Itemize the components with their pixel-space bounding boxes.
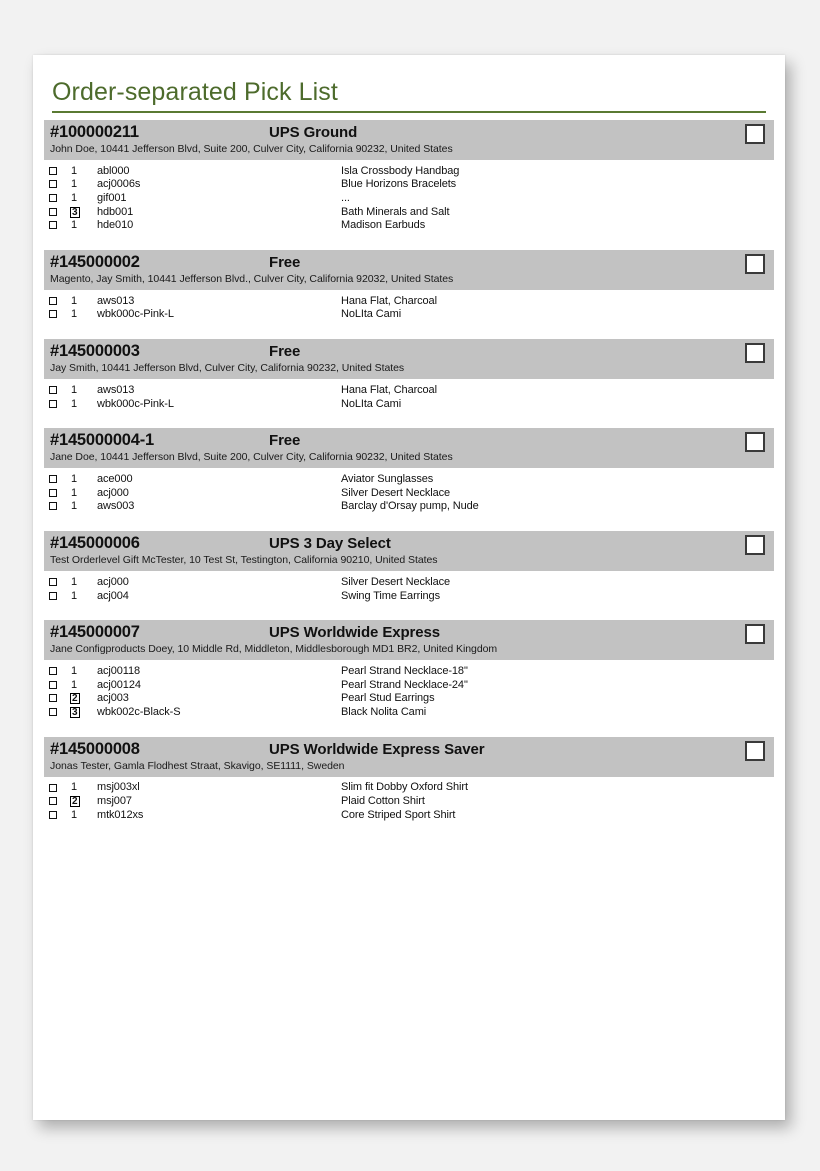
- item-quantity: [70, 576, 97, 588]
- item-checkbox-cell: [44, 308, 70, 320]
- order-block: [44, 620, 774, 718]
- order-header-row: [44, 339, 774, 361]
- item-row: [44, 500, 774, 514]
- item-picked-checkbox[interactable]: [49, 797, 57, 805]
- item-picked-checkbox[interactable]: [49, 578, 57, 586]
- item-product-name: Barclay d'Orsay pump, Nude: [341, 500, 479, 513]
- item-picked-checkbox[interactable]: [49, 386, 57, 394]
- shipping-address: Jay Smith, 10441 Jefferson Blvd, Culver City, California 90232, United States: [50, 362, 405, 375]
- item-product-name: Aviator Sunglasses: [341, 473, 434, 486]
- order-complete-checkbox[interactable]: [745, 624, 765, 644]
- item-picked-checkbox[interactable]: [49, 667, 57, 675]
- item-row: [44, 781, 774, 795]
- order-complete-checkbox[interactable]: [745, 535, 765, 555]
- order-number: #145000003: [50, 342, 140, 361]
- item-picked-checkbox[interactable]: [49, 502, 57, 510]
- item-picked-checkbox[interactable]: [49, 708, 57, 716]
- item-checkbox-cell: [44, 665, 70, 677]
- order-block: [44, 339, 774, 410]
- item-product-name: Core Striped Sport Shirt: [341, 808, 456, 821]
- order-header-row: [44, 428, 774, 450]
- item-checkbox-cell: [44, 473, 70, 485]
- order-number: #100000211: [50, 123, 139, 141]
- item-quantity-value: 1: [71, 383, 78, 396]
- item-quantity: [70, 295, 97, 307]
- item-sku: wbk002c-Black-S: [97, 705, 181, 718]
- item-checkbox-cell: [44, 795, 70, 807]
- shipping-method: UPS Ground: [269, 124, 358, 141]
- order-header-row: [44, 250, 774, 272]
- item-checkbox-cell: [44, 206, 70, 218]
- item-row: [44, 692, 774, 706]
- item-quantity-value: 1: [71, 294, 78, 307]
- shipping-address: John Doe, 10441 Jefferson Blvd, Suite 200, Culver City, California 90232, United States: [50, 143, 453, 155]
- item-sku: abl000: [97, 164, 130, 177]
- order-number: #145000007: [50, 623, 140, 642]
- order-items: [44, 160, 774, 232]
- item-product-name: Silver Desert Necklace: [341, 486, 451, 499]
- item-checkbox-cell: [44, 384, 70, 396]
- item-sku: msj007: [97, 795, 132, 808]
- order-complete-checkbox[interactable]: [745, 741, 765, 761]
- item-checkbox-cell: [44, 192, 70, 204]
- item-quantity: [70, 500, 97, 512]
- shipping-method: UPS Worldwide Express: [269, 624, 441, 642]
- item-quantity: [70, 398, 97, 410]
- item-row: [44, 383, 774, 397]
- item-checkbox-cell: [44, 500, 70, 512]
- item-checkbox-cell: [44, 165, 70, 177]
- item-picked-checkbox[interactable]: [49, 592, 57, 600]
- item-sku: acj00118: [97, 665, 141, 678]
- item-quantity: [70, 590, 97, 602]
- item-picked-checkbox[interactable]: [49, 681, 57, 689]
- item-sku: aws013: [97, 294, 135, 307]
- item-product-name: NoLIta Cami: [341, 308, 402, 321]
- item-quantity: [70, 781, 97, 793]
- item-quantity: [70, 487, 97, 499]
- item-checkbox-cell: [44, 590, 70, 602]
- item-checkbox-cell: [44, 487, 70, 499]
- item-row: [44, 589, 774, 603]
- item-product-name: Isla Crossbody Handbag: [341, 164, 460, 177]
- item-quantity: [70, 679, 97, 691]
- order-header: [44, 339, 774, 379]
- order-items: [44, 290, 774, 321]
- item-picked-checkbox[interactable]: [49, 297, 57, 305]
- order-complete-checkbox[interactable]: [745, 254, 765, 274]
- item-quantity: [70, 192, 97, 204]
- item-sku: aws013: [97, 383, 135, 396]
- item-row: [44, 308, 774, 322]
- order-block: [44, 737, 774, 822]
- item-quantity-value: 1: [71, 665, 78, 678]
- item-checkbox-cell: [44, 706, 70, 718]
- item-checkbox-cell: [44, 576, 70, 588]
- item-quantity-value: 1: [71, 808, 78, 821]
- item-quantity-value: 1: [71, 473, 78, 486]
- shipping-method: UPS 3 Day Select: [269, 535, 391, 553]
- item-picked-checkbox[interactable]: [49, 489, 57, 497]
- item-checkbox-cell: [44, 398, 70, 410]
- order-block: [44, 250, 774, 321]
- order-items: [44, 468, 774, 513]
- order-list: [44, 120, 774, 839]
- item-picked-checkbox[interactable]: [49, 208, 57, 216]
- item-row: [44, 794, 774, 808]
- order-complete-checkbox[interactable]: [745, 124, 765, 144]
- shipping-address: Jonas Tester, Gamla Flodhest Straat, Skavigo, SE1111, Sweden: [50, 759, 345, 772]
- item-row: [44, 486, 774, 500]
- shipping-address: Test Orderlevel Gift McTester, 10 Test St, Testington, California 90210, United States: [50, 554, 438, 567]
- item-quantity: [70, 692, 97, 704]
- item-sku: ace000: [97, 473, 133, 486]
- item-quantity: [70, 665, 97, 677]
- item-sku: wbk000c-Pink-L: [97, 397, 174, 410]
- order-block: [44, 120, 774, 232]
- item-quantity-value: 1: [71, 500, 78, 513]
- item-product-name: Pearl Strand Necklace-24": [341, 678, 468, 691]
- item-product-name: Hana Flat, Charcoal: [341, 294, 437, 307]
- title-divider: [52, 111, 766, 113]
- item-sku: acj003: [97, 692, 129, 705]
- shipping-method: Free: [269, 343, 301, 361]
- item-product-name: Plaid Cotton Shirt: [341, 795, 425, 808]
- order-block: [44, 428, 774, 513]
- item-row: [44, 205, 774, 219]
- item-checkbox-cell: [44, 692, 70, 704]
- item-picked-checkbox[interactable]: [49, 400, 57, 408]
- item-picked-checkbox[interactable]: [49, 194, 57, 202]
- item-picked-checkbox[interactable]: [49, 310, 57, 318]
- item-row: [44, 218, 774, 232]
- item-quantity-value: 1: [71, 486, 78, 499]
- item-checkbox-cell: [44, 178, 70, 190]
- item-checkbox-cell: [44, 809, 70, 821]
- item-quantity-value: 1: [71, 589, 78, 602]
- order-header: [44, 531, 774, 571]
- item-picked-checkbox[interactable]: [49, 784, 57, 792]
- item-quantity: [70, 178, 97, 190]
- item-checkbox-cell: [44, 781, 70, 793]
- item-product-name: Swing Time Earrings: [341, 589, 440, 602]
- item-quantity-value: 1: [71, 191, 78, 204]
- order-block: [44, 531, 774, 602]
- order-header: [44, 428, 774, 468]
- order-items: [44, 777, 774, 822]
- item-sku: msj003xl: [97, 781, 140, 794]
- item-sku: acj000: [97, 486, 129, 499]
- item-product-name: Hana Flat, Charcoal: [341, 383, 437, 396]
- item-picked-checkbox[interactable]: [49, 180, 57, 188]
- order-header-row: [44, 737, 774, 759]
- item-picked-checkbox[interactable]: [49, 811, 57, 819]
- item-quantity-value: 1: [71, 219, 78, 232]
- item-sku: acj00124: [97, 678, 141, 691]
- shipping-method: Free: [269, 432, 301, 450]
- order-header-row: [44, 531, 774, 553]
- item-sku: aws003: [97, 500, 135, 513]
- item-quantity-value: 1: [71, 308, 78, 321]
- item-picked-checkbox[interactable]: [49, 221, 57, 229]
- item-quantity: [70, 165, 97, 177]
- item-checkbox-cell: [44, 679, 70, 691]
- item-product-name: Slim fit Dobby Oxford Shirt: [341, 781, 468, 794]
- item-row: [44, 472, 774, 486]
- page-title-area: [52, 77, 766, 113]
- item-sku: acj0006s: [97, 178, 141, 191]
- item-row: [44, 178, 774, 192]
- item-sku: acj004: [97, 589, 129, 602]
- item-quantity: [70, 473, 97, 485]
- shipping-method: Free: [269, 253, 301, 271]
- item-product-name: ...: [341, 191, 350, 204]
- item-quantity: [70, 308, 97, 320]
- item-quantity-value: 1: [71, 575, 78, 588]
- item-sku: gif001: [97, 191, 127, 204]
- item-quantity: [70, 809, 97, 821]
- item-row: [44, 164, 774, 178]
- item-quantity-value: 1: [71, 164, 78, 177]
- order-header: [44, 737, 774, 777]
- order-header-row: [44, 620, 774, 642]
- order-header-row: [44, 120, 774, 142]
- item-quantity-value: 1: [71, 678, 78, 691]
- item-checkbox-cell: [44, 219, 70, 231]
- order-header: [44, 120, 774, 160]
- item-product-name: Silver Desert Necklace: [341, 575, 451, 588]
- item-product-name: Pearl Stud Earrings: [341, 692, 435, 705]
- item-row: [44, 575, 774, 589]
- item-quantity-value: 1: [71, 781, 78, 794]
- item-row: [44, 705, 774, 719]
- item-product-name: Blue Horizons Bracelets: [341, 178, 457, 191]
- item-row: [44, 397, 774, 411]
- item-quantity-value: 1: [71, 397, 78, 410]
- item-quantity: [70, 206, 97, 218]
- item-row: [44, 678, 774, 692]
- item-row: [44, 808, 774, 822]
- item-quantity-highlighted: 3: [72, 206, 78, 218]
- item-quantity: [70, 219, 97, 231]
- shipping-address: Jane Configproducts Doey, 10 Middle Rd, Middleton, Middlesborough MD1 BR2, United Kingdom: [50, 643, 498, 656]
- item-picked-checkbox[interactable]: [49, 167, 57, 175]
- order-items: [44, 379, 774, 410]
- shipping-address: Jane Doe, 10441 Jefferson Blvd, Suite 200, Culver City, California 90232, United States: [50, 451, 453, 464]
- item-product-name: Bath Minerals and Salt: [341, 205, 450, 218]
- shipping-address: Magento, Jay Smith, 10441 Jefferson Blvd., Culver City, California 92032, United States: [50, 272, 454, 285]
- item-picked-checkbox[interactable]: [49, 475, 57, 483]
- order-number: #145000008: [50, 739, 140, 758]
- item-product-name: Madison Earbuds: [341, 219, 426, 232]
- order-header: [44, 620, 774, 660]
- item-quantity-highlighted: 2: [72, 693, 78, 705]
- shipping-method: UPS Worldwide Express Saver: [269, 740, 485, 758]
- order-items: [44, 571, 774, 602]
- item-quantity-highlighted: 3: [72, 706, 78, 718]
- pick-list-page: [33, 55, 785, 1120]
- item-quantity-highlighted: 2: [72, 796, 78, 808]
- order-number: #145000004-1: [50, 431, 155, 450]
- item-checkbox-cell: [44, 295, 70, 307]
- order-number: #145000006: [50, 534, 140, 553]
- item-quantity: [70, 706, 97, 718]
- order-complete-checkbox[interactable]: [745, 432, 765, 452]
- order-items: [44, 660, 774, 718]
- order-complete-checkbox[interactable]: [745, 343, 765, 363]
- page-title: Order-separated Pick List: [52, 78, 338, 106]
- item-sku: mtk012xs: [97, 808, 144, 821]
- item-row: [44, 294, 774, 308]
- item-product-name: Pearl Strand Necklace-18": [341, 665, 468, 678]
- order-number: #145000002: [50, 252, 140, 271]
- item-sku: hde010: [97, 219, 134, 232]
- item-product-name: Black Nolita Cami: [341, 705, 427, 718]
- item-sku: acj000: [97, 575, 129, 588]
- item-sku: hdb001: [97, 205, 134, 218]
- item-quantity-value: 1: [71, 178, 78, 191]
- item-sku: wbk000c-Pink-L: [97, 308, 174, 321]
- item-quantity: [70, 795, 97, 807]
- item-picked-checkbox[interactable]: [49, 694, 57, 702]
- item-quantity: [70, 384, 97, 396]
- item-row: [44, 664, 774, 678]
- order-header: [44, 250, 774, 290]
- item-product-name: NoLIta Cami: [341, 397, 402, 410]
- item-row: [44, 191, 774, 205]
